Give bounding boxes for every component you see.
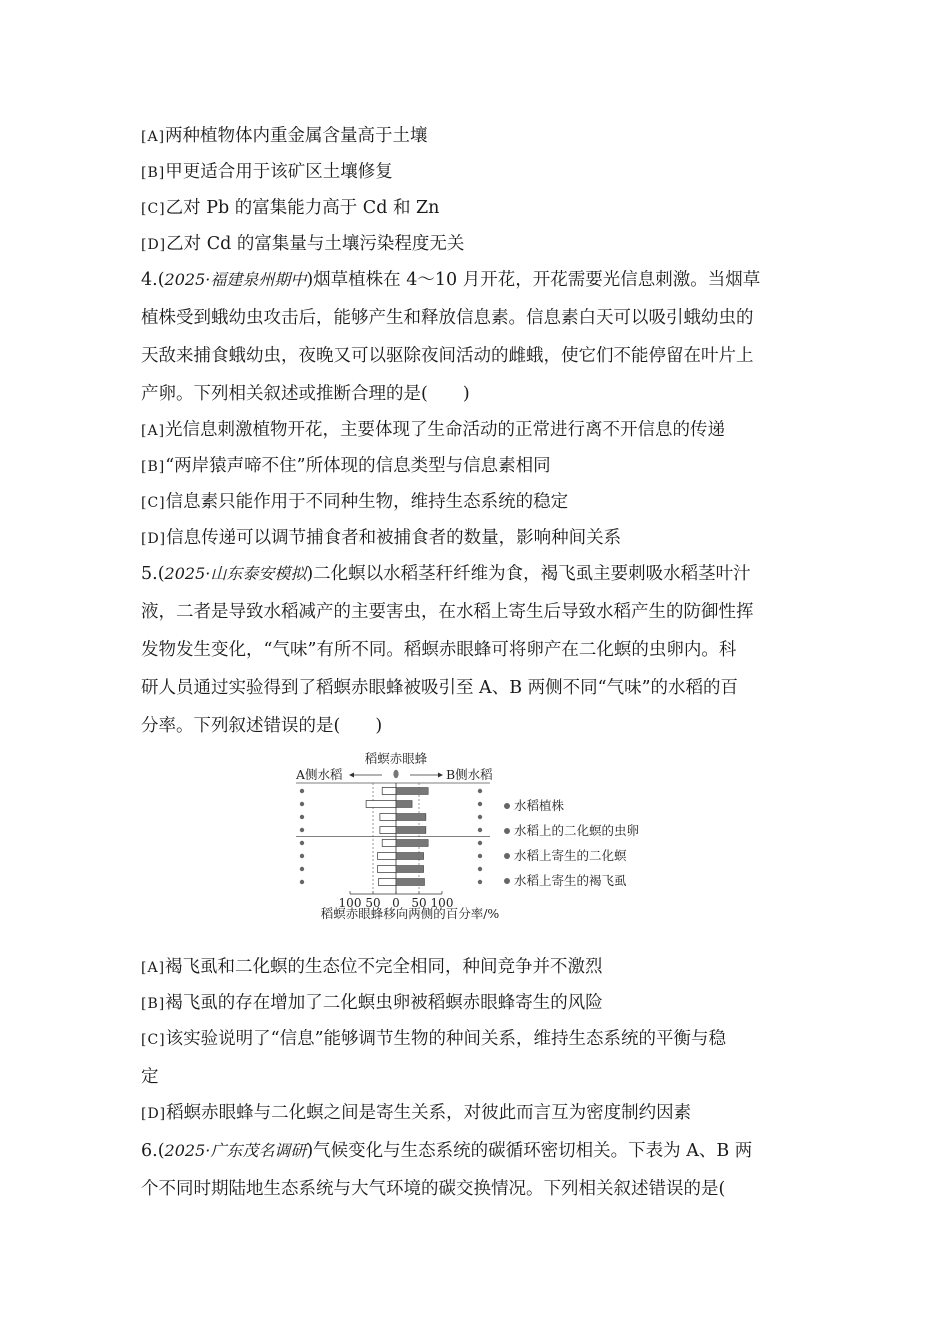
x-tick-label: 0 xyxy=(392,896,400,910)
wasp-icon xyxy=(393,770,398,778)
bar-a-row-2 xyxy=(366,801,396,808)
rice-plant-icon xyxy=(300,815,304,819)
q5-option-b: [B]褐飞虱的存在增加了二化螟虫卵被稻螟赤眼蜂寄生的风险 xyxy=(141,993,603,1013)
chart-left-label: A侧水稻 xyxy=(296,767,343,782)
rice-plant-icon xyxy=(300,828,304,832)
bar-a-row-6 xyxy=(378,853,396,860)
legend-entry: 水稻上的二化螟的虫卵 xyxy=(514,823,640,838)
bar-b-row-1 xyxy=(396,788,428,795)
q5-stem-line-3: 发物发生变化，“气味”有所不同。稻螟赤眼蜂可将卵产在二化螟的虫卵内。科 xyxy=(141,640,737,660)
arrow-right-head xyxy=(438,773,443,778)
rice-plant-icon xyxy=(300,841,304,845)
q3-option-d: [D]乙对 Cd 的富集量与土壤污染程度无关 xyxy=(141,234,465,254)
rice-plant-icon xyxy=(300,789,304,793)
q4-option-d: [D]信息传递可以调节捕食者和被捕食者的数量，影响种间关系 xyxy=(141,528,622,548)
q4-stem-line-4: 产卵。下列相关叙述或推断合理的是( ) xyxy=(141,384,470,404)
legend-symbol-icon xyxy=(504,803,510,809)
q5-option-d: [D]稻螟赤眼蜂与二化螟之间是寄生关系，对彼此而言互为密度制约因素 xyxy=(141,1103,692,1123)
rice-plant-icon xyxy=(478,789,482,793)
legend-entry: 水稻上寄生的二化螟 xyxy=(514,848,627,863)
choice-percentage-chart xyxy=(290,748,670,928)
legend-symbol-icon xyxy=(504,853,510,859)
legend-entry: 水稻植株 xyxy=(514,798,565,813)
bar-a-row-7 xyxy=(378,866,396,873)
rice-plant-icon xyxy=(300,802,304,806)
q4-option-a: [A]光信息刺激植物开花，主要体现了生命活动的正常进行离不开信息的传递 xyxy=(141,420,726,440)
rice-plant-icon xyxy=(478,802,482,806)
chart-right-label: B侧水稻 xyxy=(446,767,493,782)
legend-symbol-icon xyxy=(504,828,510,834)
chart-xlabel: 稻螟赤眼蜂移向两侧的百分率/% xyxy=(320,906,500,921)
q5-stem-line-4: 研人员通过实验得到了稻螟赤眼蜂被吸引至 A、B 两侧不同“气味”的水稻的百 xyxy=(141,678,739,698)
q4-option-c: [C]信息素只能作用于不同种生物，维持生态系统的稳定 xyxy=(141,492,569,512)
rice-plant-icon xyxy=(478,828,482,832)
q5-stem-line-5: 分率。下列叙述错误的是( ) xyxy=(141,716,383,736)
chart-title: 稻螟赤眼蜂 xyxy=(364,751,428,766)
q5-stem-line-1: 5.(2025·山东泰安模拟)二化螟以水稻茎秆纤维为食，褐飞虱主要刺吸水稻茎叶汁 xyxy=(141,564,751,584)
rice-plant-icon xyxy=(300,867,304,871)
q4-option-b: [B]“两岸猿声啼不住”所体现的信息类型与信息素相同 xyxy=(141,456,551,476)
q3-option-a: [A]两种植物体内重金属含量高于土壤 xyxy=(141,126,428,146)
q5-option-a: [A]褐飞虱和二化螟的生态位不完全相同，种间竞争并不激烈 xyxy=(141,957,603,977)
legend-entry: 水稻上寄生的褐飞虱 xyxy=(514,873,627,888)
x-tick-label: 100 xyxy=(430,896,454,910)
q3-option-b: [B]甲更适合用于该矿区土壤修复 xyxy=(141,162,393,182)
bar-b-row-5 xyxy=(396,840,428,847)
bar-a-row-3 xyxy=(380,814,396,821)
bar-b-row-8 xyxy=(396,879,425,886)
q4-stem-line-1: 4.(2025·福建泉州期中)烟草植株在 4～10 月开花，开花需要光信息刺激。当烟草 xyxy=(141,270,761,290)
bar-a-row-1 xyxy=(382,788,396,795)
bar-a-row-4 xyxy=(380,827,396,834)
rice-plant-icon xyxy=(300,880,304,884)
q4-stem-line-2: 植株受到蛾幼虫攻击后，能够产生和释放信息素。信息素白天可以吸引蛾幼虫的 xyxy=(141,308,754,328)
q6-stem-line-2: 个不同时期陆地生态系统与大气环境的碳交换情况。下列相关叙述错误的是( xyxy=(141,1179,726,1199)
x-tick-label: 50 xyxy=(411,896,427,910)
bar-b-row-2 xyxy=(396,801,412,808)
q5-option-c: [C]该实验说明了“信息”能够调节生物的种间关系，维持生态系统的平衡与稳 xyxy=(141,1029,727,1049)
rice-plant-icon xyxy=(478,854,482,858)
q5-stem-line-2: 液，二者是导致水稻减产的主要害虫，在水稻上寄生后导致水稻产生的防御性挥 xyxy=(141,602,754,622)
bar-b-row-7 xyxy=(396,866,424,873)
legend-symbol-icon xyxy=(504,878,510,884)
q3-option-c: [C]乙对 Pb 的富集能力高于 Cd 和 Zn xyxy=(141,198,440,218)
q6-source: 2025·广东茂名调研 xyxy=(164,1141,307,1160)
bar-b-row-3 xyxy=(396,814,426,821)
rice-plant-icon xyxy=(478,867,482,871)
rice-plant-icon xyxy=(478,815,482,819)
rice-plant-icon xyxy=(478,880,482,884)
q4-stem-line-3: 天敌来捕食蛾幼虫，夜晚又可以驱除夜间活动的雌蛾，使它们不能停留在叶片上 xyxy=(141,346,754,366)
q5-option-c-continued: 定 xyxy=(141,1067,159,1087)
x-tick-label: 50 xyxy=(365,896,381,910)
bar-a-row-8 xyxy=(379,879,396,886)
bar-b-row-6 xyxy=(396,853,424,860)
x-tick-label: 100 xyxy=(338,896,362,910)
bar-a-row-5 xyxy=(382,840,396,847)
q4-source: 2025·福建泉州期中 xyxy=(164,270,307,289)
rice-plant-icon xyxy=(478,841,482,845)
bar-b-row-4 xyxy=(396,827,426,834)
rice-plant-icon xyxy=(300,854,304,858)
q6-stem-line-1: 6.(2025·广东茂名调研)气候变化与生态系统的碳循环密切相关。下表为 A、B 两 xyxy=(141,1141,753,1161)
arrow-left-head xyxy=(349,773,354,778)
q5-source: 2025·山东泰安模拟 xyxy=(164,564,307,583)
